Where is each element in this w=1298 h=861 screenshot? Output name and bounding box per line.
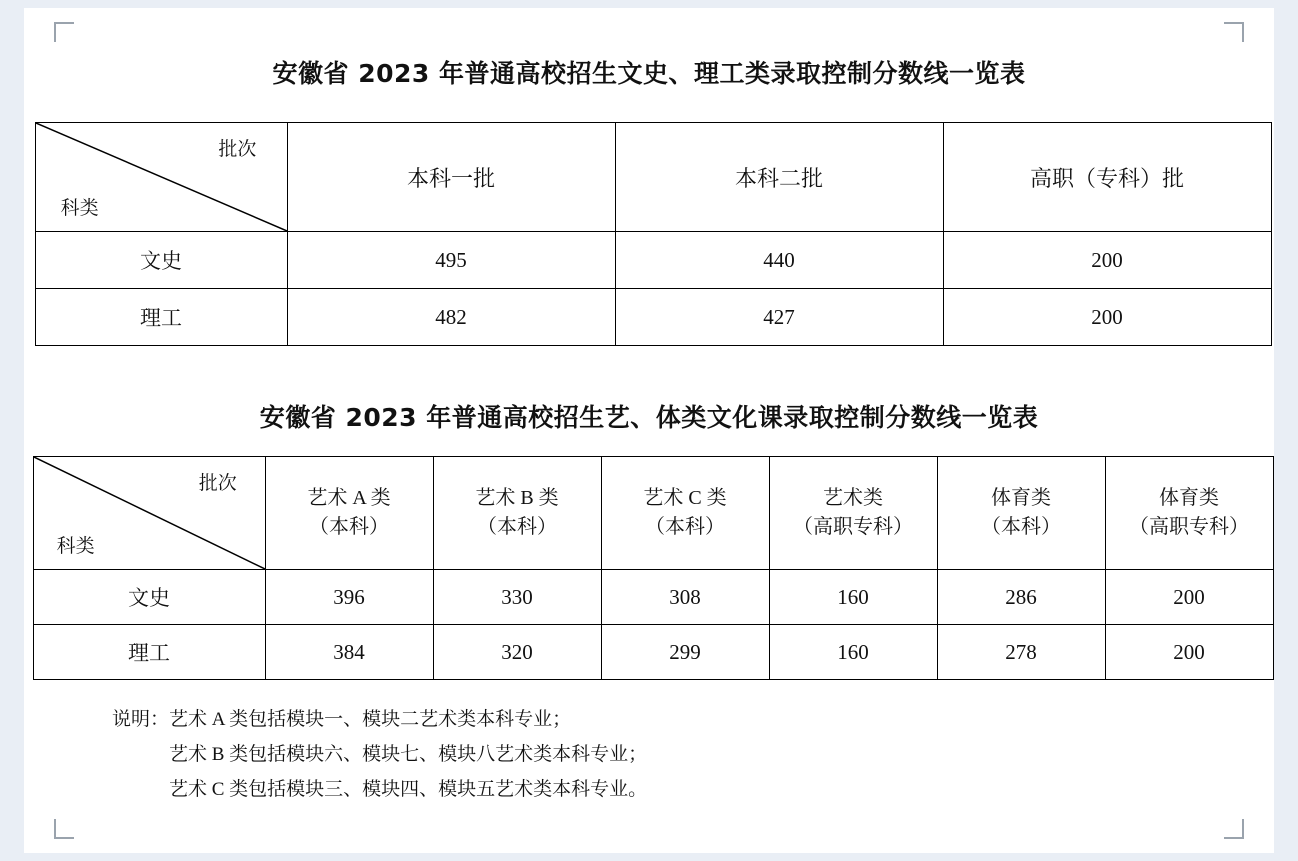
column-header-art-vocational-line2: （高职专科） (793, 516, 913, 538)
header-corner-cell (35, 123, 287, 232)
corner-label-batch: 批次 (218, 138, 257, 160)
column-header-sports-vocational-line1: 体育类 (1159, 487, 1219, 509)
header-corner-cell (33, 457, 265, 570)
column-header-art-b-line1: 艺术 B 类 (475, 487, 559, 509)
note-line-3: 艺术 C 类包括模块三、模块四、模块五艺术类本科专业。 (112, 779, 648, 801)
column-header-sports-undergrad (937, 457, 1105, 570)
cell-wenshi-sports-undergrad: 286 (937, 570, 1105, 625)
cell-wenshi-art-c: 308 (601, 570, 769, 625)
cell-wenshi-art-vocational: 160 (769, 570, 937, 625)
section-2-table-wrapper (32, 456, 1274, 680)
section-1-title: 安徽省 2023 年普通高校招生文史、理工类录取控制分数线一览表 (272, 59, 1026, 88)
corner-label-category: 科类 (56, 535, 95, 557)
cell-wenshi-benke-erpi: 440 (615, 232, 943, 289)
section-1-table-wrapper (32, 122, 1274, 346)
table-row (35, 289, 1271, 346)
notes-block (112, 702, 1274, 807)
cell-ligong-sports-vocational: 200 (1105, 625, 1273, 680)
cell-wenshi-benke-yipi: 495 (287, 232, 615, 289)
column-header-art-c-line2: （本科） (645, 516, 725, 538)
table-header-row (35, 123, 1271, 232)
cell-ligong-gaozhi: 200 (943, 289, 1271, 346)
table-header-row (33, 457, 1273, 570)
column-header-sports-vocational (1105, 457, 1273, 570)
cell-wenshi-sports-vocational: 200 (1105, 570, 1273, 625)
row-label-ligong: 理工 (35, 289, 287, 346)
column-header-art-vocational (769, 457, 937, 570)
row-label-wenshi: 文史 (35, 232, 287, 289)
corner-label-batch: 批次 (198, 473, 237, 495)
cell-wenshi-gaozhi: 200 (943, 232, 1271, 289)
cell-ligong-art-c: 299 (601, 625, 769, 680)
score-line-table-art-sports (33, 456, 1274, 680)
table-row (33, 625, 1273, 680)
cell-ligong-sports-undergrad: 278 (937, 625, 1105, 680)
table-row (35, 232, 1271, 289)
cell-ligong-art-a: 384 (265, 625, 433, 680)
column-header-art-b-line2: （本科） (477, 516, 557, 538)
cell-ligong-benke-erpi: 427 (615, 289, 943, 346)
section-2-title: 安徽省 2023 年普通高校招生艺、体类文化课录取控制分数线一览表 (259, 403, 1039, 432)
column-header-art-a-line1: 艺术 A 类 (307, 487, 391, 509)
column-header-art-c (601, 457, 769, 570)
column-header-art-c-line1: 艺术 C 类 (643, 487, 727, 509)
score-line-table-academic (35, 122, 1272, 346)
cell-wenshi-art-a: 396 (265, 570, 433, 625)
column-header-art-vocational-line1: 艺术类 (823, 487, 883, 509)
note-line-1: 说明：艺术 A 类包括模块一、模块二艺术类本科专业； (112, 709, 572, 730)
column-header-benke-erpi: 本科二批 (615, 123, 943, 232)
crop-mark-bottom-right-icon (1224, 819, 1244, 839)
column-header-benke-yipi: 本科一批 (287, 123, 615, 232)
column-header-art-a-line2: （本科） (309, 516, 389, 538)
cell-ligong-art-vocational: 160 (769, 625, 937, 680)
column-header-sports-undergrad-line2: （本科） (981, 516, 1061, 538)
table-row (33, 570, 1273, 625)
note-line-2: 艺术 B 类包括模块六、模块七、模块八艺术类本科专业； (112, 744, 648, 766)
column-header-sports-vocational-line2: （高职专科） (1129, 516, 1249, 538)
document-page (24, 8, 1274, 853)
column-header-sports-undergrad-line1: 体育类 (991, 487, 1051, 509)
cell-ligong-art-b: 320 (433, 625, 601, 680)
corner-label-category: 科类 (60, 198, 99, 220)
cell-ligong-benke-yipi: 482 (287, 289, 615, 346)
column-header-art-a (265, 457, 433, 570)
row-label-wenshi: 文史 (33, 570, 265, 625)
cell-wenshi-art-b: 330 (433, 570, 601, 625)
column-header-gaozhi-zhuanke: 高职（专科）批 (943, 123, 1271, 232)
crop-mark-bottom-left-icon (54, 819, 74, 839)
row-label-ligong: 理工 (33, 625, 265, 680)
document-content (24, 8, 1274, 807)
column-header-art-b (433, 457, 601, 570)
